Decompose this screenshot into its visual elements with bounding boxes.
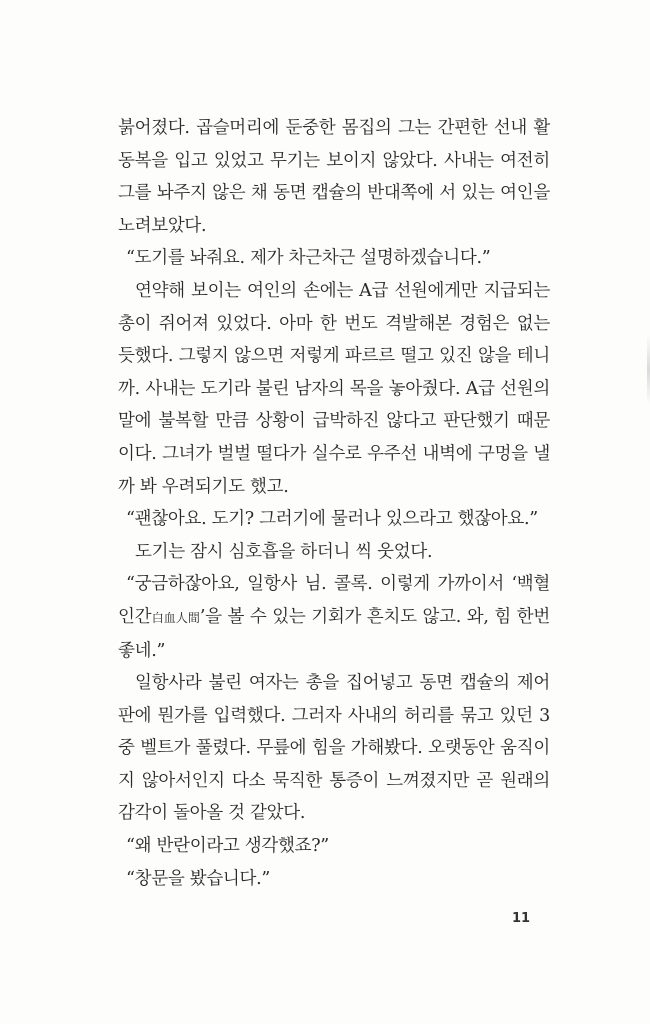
paragraph-7: 일항사라 불린 여자는 총을 집어넣고 동면 캡슐의 제어판에 뭔가를 입력했다. 그러자 사내의 허리를 묶고 있던 3중 벨트가 풀렸다. 무릎에 힘을 가해봤다. 오랫동안 움직이지 않아서인지 다소 묵직한 통증이 느껴졌지만 곧 원래의 감각이 돌아올 것 같았다. xyxy=(118,673,550,824)
dialogue-line: “도기를 놔줘요. 제가 차근차근 설명하겠습니다.” xyxy=(126,248,491,269)
paragraph-5: 도기는 잠시 심호흡을 하더니 씩 웃었다. xyxy=(135,541,433,562)
dialogue-line: “창문을 봤습니다.” xyxy=(126,868,271,889)
dialogue-paragraph-with-hanja xyxy=(118,568,550,667)
paragraph-1: 붉어졌다. 곱슬머리에 둔중한 몸집의 그는 간편한 선내 활동복을 입고 있었고 무기는 보이지 않았다. 사내는 여전히 그를 놔주지 않은 채 동면 캡슐의 반대쪽에 서 있는 여인을 노려보았다. xyxy=(118,118,550,236)
dialogue-part-2: ’을 볼 수 있는 기회가 흔치도 않고. 와, 힘 한번 좋네.” xyxy=(118,606,550,661)
paragraph-3: 연약해 보이는 여인의 손에는 A급 선원에게만 지급되는 총이 쥐어져 있었다. 아마 한 번도 격발해본 경험은 없는 듯했다. 그렇지 않으면 저렇게 파르르 떨고 있진 않을 테니까. 사내는 도기라 불린 남자의 목을 놓아줬다. A급 선원의 말에 불복할 만큼 상황이 급박하진 않다고 판단했기 때문이다. 그녀가 벌벌 떨다가 실수로 우주선 내벽에 구멍을 낼까 봐 우려되기도 했고. xyxy=(118,280,550,497)
dialogue-line: “괜찮아요. 도기? 그러기에 물러나 있으라고 했잖아요.” xyxy=(126,509,538,530)
dialogue-line: “왜 반란이라고 생각했죠?” xyxy=(126,836,329,857)
hanja-gloss: 白血人間 xyxy=(151,610,200,625)
body-text xyxy=(118,112,550,895)
dialogue-part-1: “궁금하잖아요, 일항사 님. 콜록. 이렇게 가까이서 ‘백혈인간 xyxy=(118,574,550,627)
page-number: 11 xyxy=(512,911,531,926)
